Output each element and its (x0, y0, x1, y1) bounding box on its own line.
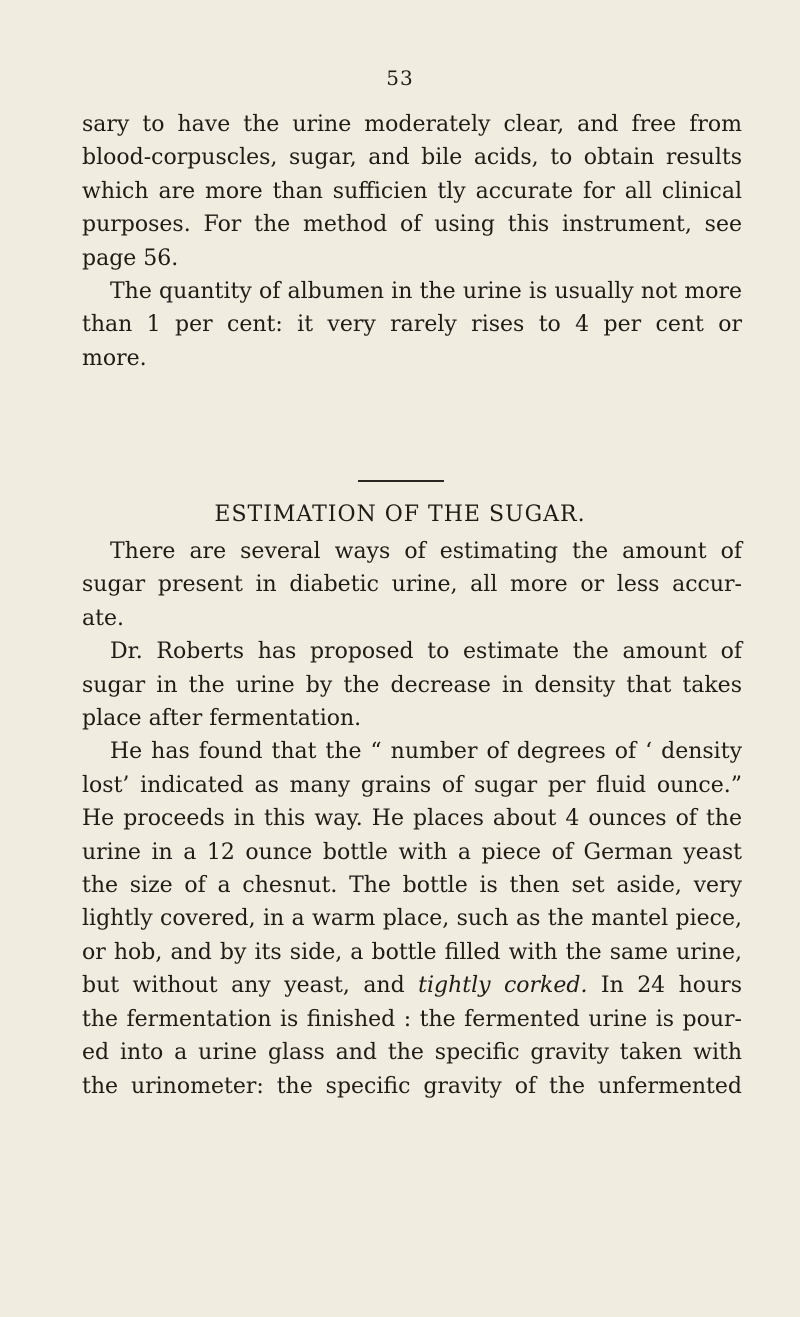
text-line: the size of a chesnut. The bottle is then set aside, very (82, 873, 742, 899)
text-line: lightly covered, in a warm place, such as the mantel piece, (82, 906, 742, 932)
section-heading: ESTIMATION OF THE SUGAR. (214, 502, 586, 527)
text-line: sugar present in diabetic urine, all more or less accur- (82, 572, 742, 598)
text-line: ate. (82, 605, 124, 631)
text-line: or hob, and by its side, a bottle filled with the same urine, (82, 939, 742, 965)
text-line: than 1 per cent: it very rarely rises to 4 per cent or (82, 312, 742, 338)
page-number: 53 (386, 66, 414, 90)
text-line: ed into a urine glass and the specific gravity taken with (82, 1040, 742, 1066)
text-line: place after fermentation. (82, 706, 362, 732)
text-segment: but without any yeast, and (82, 973, 419, 999)
text-line: the fermentation is finished : the fermented urine is pour- (82, 1006, 742, 1032)
section-divider (358, 480, 444, 482)
text-line: The quantity of albumen in the urine is usually not more (110, 279, 742, 305)
text-line: page 56. (82, 245, 179, 271)
text-line: There are several ways of estimating the amount of (110, 539, 742, 564)
text-line: more. (82, 345, 147, 371)
text-line-with-emphasis (82, 969, 742, 1002)
emphasis-text: tightly corked. (418, 973, 588, 999)
text-line: Dr. Roberts has proposed to estimate the amount of (110, 639, 742, 665)
text-block-lower (82, 535, 742, 1103)
text-line: sary to have the urine moderately clear, and free from (82, 112, 742, 137)
text-line: He has found that the “ number of degrees of ‘ density (110, 739, 742, 765)
text-line: lost’ indicated as many grains of sugar per fluid ounce.” (82, 772, 742, 798)
text-line: blood-corpuscles, sugar, and bile acids, to obtain results (82, 145, 742, 171)
text-line: the urinometer: the specific gravity of the unfermented (82, 1073, 742, 1099)
text-line: urine in a 12 ounce bottle with a piece of German yeast (82, 839, 742, 865)
text-block-upper (82, 108, 742, 375)
text-line: purposes. For the method of using this instrument, see (82, 212, 742, 238)
text-line: which are more than sufficien tly accurate for all clinical (82, 178, 742, 204)
text-line: He proceeds in this way. He places about 4 ounces of the (82, 806, 742, 832)
text-line: sugar in the urine by the decrease in density that takes (82, 672, 742, 698)
text-segment: In 24 hours (587, 973, 742, 999)
